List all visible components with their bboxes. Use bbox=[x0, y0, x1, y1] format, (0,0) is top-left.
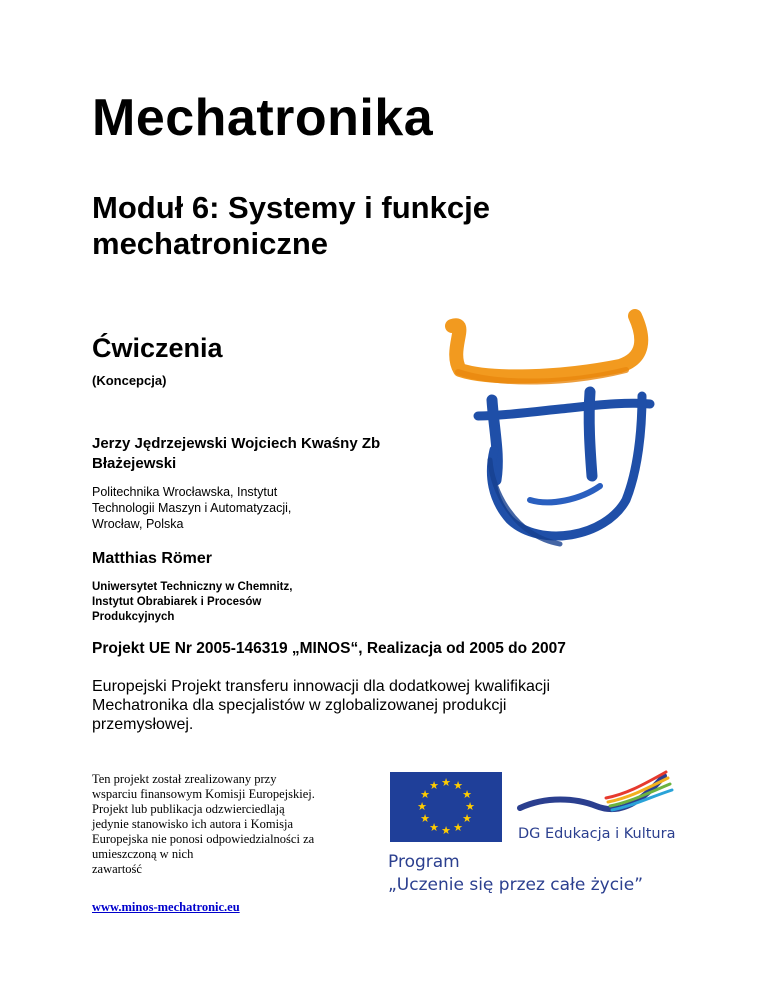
program-name: „Uczenie się przez całe życie” bbox=[388, 875, 644, 895]
module-title bbox=[92, 190, 612, 262]
authors bbox=[92, 434, 442, 474]
svg-text:★: ★ bbox=[420, 812, 430, 825]
website-link[interactable]: www.minos-mechatronic.eu bbox=[92, 900, 240, 914]
affiliation-line2: Technologii Maszyn i Automatyzacji, bbox=[92, 501, 292, 515]
svg-text:★: ★ bbox=[441, 824, 451, 837]
dg-label: DG Edukacja i Kultura bbox=[518, 826, 676, 842]
disclaimer-line3: Projekt lub publikacja odzwierciedlają bbox=[92, 802, 285, 816]
disclaimer-line6: umieszczoną w nich bbox=[92, 847, 194, 861]
affiliation2-line1: Uniwersytet Techniczny w Chemnitz, bbox=[92, 581, 293, 593]
affiliation2-line2: Instytut Obrabiarek i Procesów bbox=[92, 596, 262, 608]
author-roemer: Matthias Römer bbox=[92, 550, 213, 567]
disclaimer-line1: Ten projekt został zrealizowany przy bbox=[92, 772, 277, 786]
module-title-line2: mechatroniczne bbox=[92, 226, 329, 261]
program-label: Program bbox=[388, 852, 460, 872]
svg-text:★: ★ bbox=[462, 812, 472, 825]
affiliation-chemnitz bbox=[92, 580, 292, 625]
svg-text:★: ★ bbox=[429, 821, 439, 834]
description-line2: Mechatronika dla specjalistów w zglobalizowanej produkcji bbox=[92, 697, 507, 714]
mechatronics-face-logo bbox=[430, 300, 670, 560]
description-line3: przemysłowej. bbox=[92, 716, 194, 733]
svg-text:★: ★ bbox=[462, 788, 472, 801]
affiliation-wroclaw bbox=[92, 484, 291, 532]
authors-line2: Błażejewski bbox=[92, 455, 177, 472]
svg-text:★: ★ bbox=[453, 821, 463, 834]
disclaimer-line2: wsparciu finansowym Komisji Europejskiej. bbox=[92, 787, 315, 801]
eu-disclaimer bbox=[92, 772, 315, 877]
document-title: Mechatronika bbox=[92, 89, 434, 147]
dg-swoosh-logo bbox=[516, 768, 676, 824]
section-title: Ćwiczenia bbox=[92, 333, 223, 363]
eu-stars-icon bbox=[390, 772, 502, 842]
authors-line1: Jerzy Jędrzejewski Wojciech Kwaśny Zb bbox=[92, 435, 381, 452]
disclaimer-line5: Europejska nie ponosi odpowiedzialności za bbox=[92, 832, 315, 846]
disclaimer-line7: zawartość bbox=[92, 862, 142, 876]
svg-text:★: ★ bbox=[429, 779, 439, 792]
affiliation-line1: Politechnika Wrocławska, Instytut bbox=[92, 485, 278, 499]
svg-text:★: ★ bbox=[420, 788, 430, 801]
affiliation-line3: Wrocław, Polska bbox=[92, 517, 184, 531]
module-title-line1: Moduł 6: Systemy i funkcje bbox=[92, 190, 490, 225]
description-line1: Europejski Projekt transferu innowacji dla dodatkowej kwalifikacji bbox=[92, 678, 550, 695]
svg-text:★: ★ bbox=[465, 800, 475, 813]
section-subtitle: (Koncepcja) bbox=[92, 373, 167, 388]
svg-text:★: ★ bbox=[417, 800, 427, 813]
eu-flag-logo bbox=[390, 772, 502, 842]
svg-text:★: ★ bbox=[441, 776, 451, 789]
svg-text:★: ★ bbox=[453, 779, 463, 792]
project-info: Projekt UE Nr 2005-146319 „MINOS“, Realizacja od 2005 do 2007 bbox=[92, 640, 566, 657]
affiliation2-line3: Produkcyjnych bbox=[92, 611, 175, 623]
project-description bbox=[92, 677, 632, 734]
disclaimer-line4: jedynie stanowisko ich autora i Komisja bbox=[92, 817, 294, 831]
